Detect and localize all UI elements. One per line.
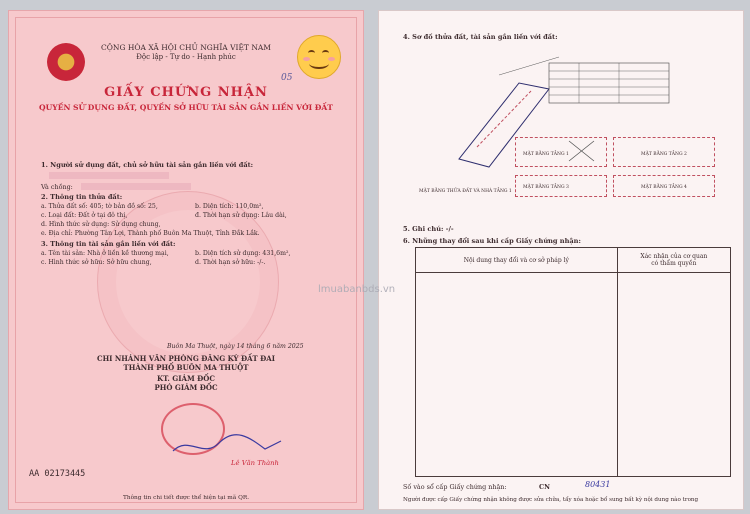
certificate-front-page [8,10,364,510]
watermark: lmuabanbds.vn [318,284,396,295]
ownership-term: d. Thời hạn sở hữu: -/-. [195,259,266,266]
signer-title-2: PHÓ GIÁM ĐỐC [154,383,218,392]
floor-2-label: MẶT BẰNG TẦNG 2 [641,152,687,157]
certificate-title: GIẤY CHỨNG NHẬN [104,85,268,100]
footer-note: Người được cấp Giấy chứng nhận không được sửa chữa, tẩy xóa hoặc bổ sung bất kỳ nội dung nào trong [403,497,699,503]
parcel-number: a. Thửa đất số: 405; tờ bản đồ số: 25, [41,203,158,210]
section-6-heading: 6. Những thay đổi sau khi cấp Giấy chứng nhận: [403,237,581,245]
confirmation-header-line-1: Xác nhận của cơ quan [640,253,708,260]
parcel-area: b. Diện tích: 110,0m², [195,203,264,210]
registration-label: Số vào sổ cấp Giấy chứng nhận: [403,483,507,491]
confirmation-column-header [617,248,730,273]
signature-icon [169,431,289,461]
site-plan-label: MẶT BẰNG THỬA ĐẤT VÀ NHÀ TẦNG 1 [419,189,512,194]
issuing-office-line-2: THÀNH PHỐ BUÔN MA THUỘT [123,363,249,372]
ownership-form: c. Hình thức sở hữu: Sở hữu chung, [41,259,152,266]
confirmation-header-line-2: có thẩm quyền [651,260,697,267]
registration-number: 80431 [585,480,611,489]
land-use-form: d. Hình thức sử dụng: Sử dụng chung, [41,221,161,228]
qr-note: Thông tin chi tiết được thể hiện tại mã QR. [122,495,250,501]
signer-name: Lê Văn Thành [231,459,279,467]
section-3-heading: 3. Thông tin tài sản gắn liền với đất: [41,240,176,248]
land-address: e. Địa chỉ: Phường Tân Lợi, Thành phố Buôn Ma Thuột, Tỉnh Đắk Lắk. [41,230,260,237]
floor-1-label: MẶT BẰNG TẦNG 1 [523,152,569,157]
issue-date: Buôn Ma Thuột, ngày 14 tháng 6 năm 2025 [167,343,304,350]
registration-prefix: CN [539,483,550,491]
national-motto: Độc lập - Tự do - Hạnh phúc [136,53,236,61]
land-use-term: đ. Thời hạn sử dụng: Lâu dài, [195,212,287,219]
changes-table [415,247,731,477]
certificate-back-page [378,10,744,510]
spouse-line: Và chồng: [41,183,73,191]
section-2-heading: 2. Thông tin thửa đất: [41,193,123,201]
certificate-number: AA 02173445 [29,469,86,479]
floor-4-label: MẶT BẰNG TẦNG 4 [641,185,687,190]
serial-handwritten: 05 [281,73,293,83]
floor-area: b. Diện tích sử dụng: 431,6m², [195,250,291,257]
signer-title-1: KT. GIÁM ĐỐC [157,374,215,383]
issuing-office-line-1: CHI NHÁNH VĂN PHÒNG ĐĂNG KÝ ĐẤT ĐAI [97,354,275,363]
floor-3-label: MẶT BẰNG TẦNG 3 [523,185,569,190]
site-plan-diagram [419,47,739,197]
national-title: CỘNG HÒA XÃ HỘI CHỦ NGHĨA VIỆT NAM [101,43,271,52]
land-type: c. Loại đất: Đất ở tại đô thị, [41,212,128,219]
section-5-notes: 5. Ghi chú: -/- [403,225,454,233]
table-row [416,273,731,477]
section-4-heading: 4. Sơ đồ thửa đất, tài sản gắn liền với đất: [403,33,558,41]
asset-name: a. Tên tài sản: Nhà ở liền kề thương mại, [41,250,169,257]
changes-column-header: Nội dung thay đổi và cơ sở pháp lý [416,248,618,273]
redacted-owner [49,172,169,179]
redacted-spouse [81,183,191,190]
certificate-subtitle: QUYỀN SỬ DỤNG ĐẤT, QUYỀN SỞ HỮU TÀI SẢN GẮN LIỀN VỚI ĐẤT [39,103,333,112]
section-1-heading: 1. Người sử dụng đất, chủ sở hữu tài sản gắn liền với đất: [41,161,254,169]
